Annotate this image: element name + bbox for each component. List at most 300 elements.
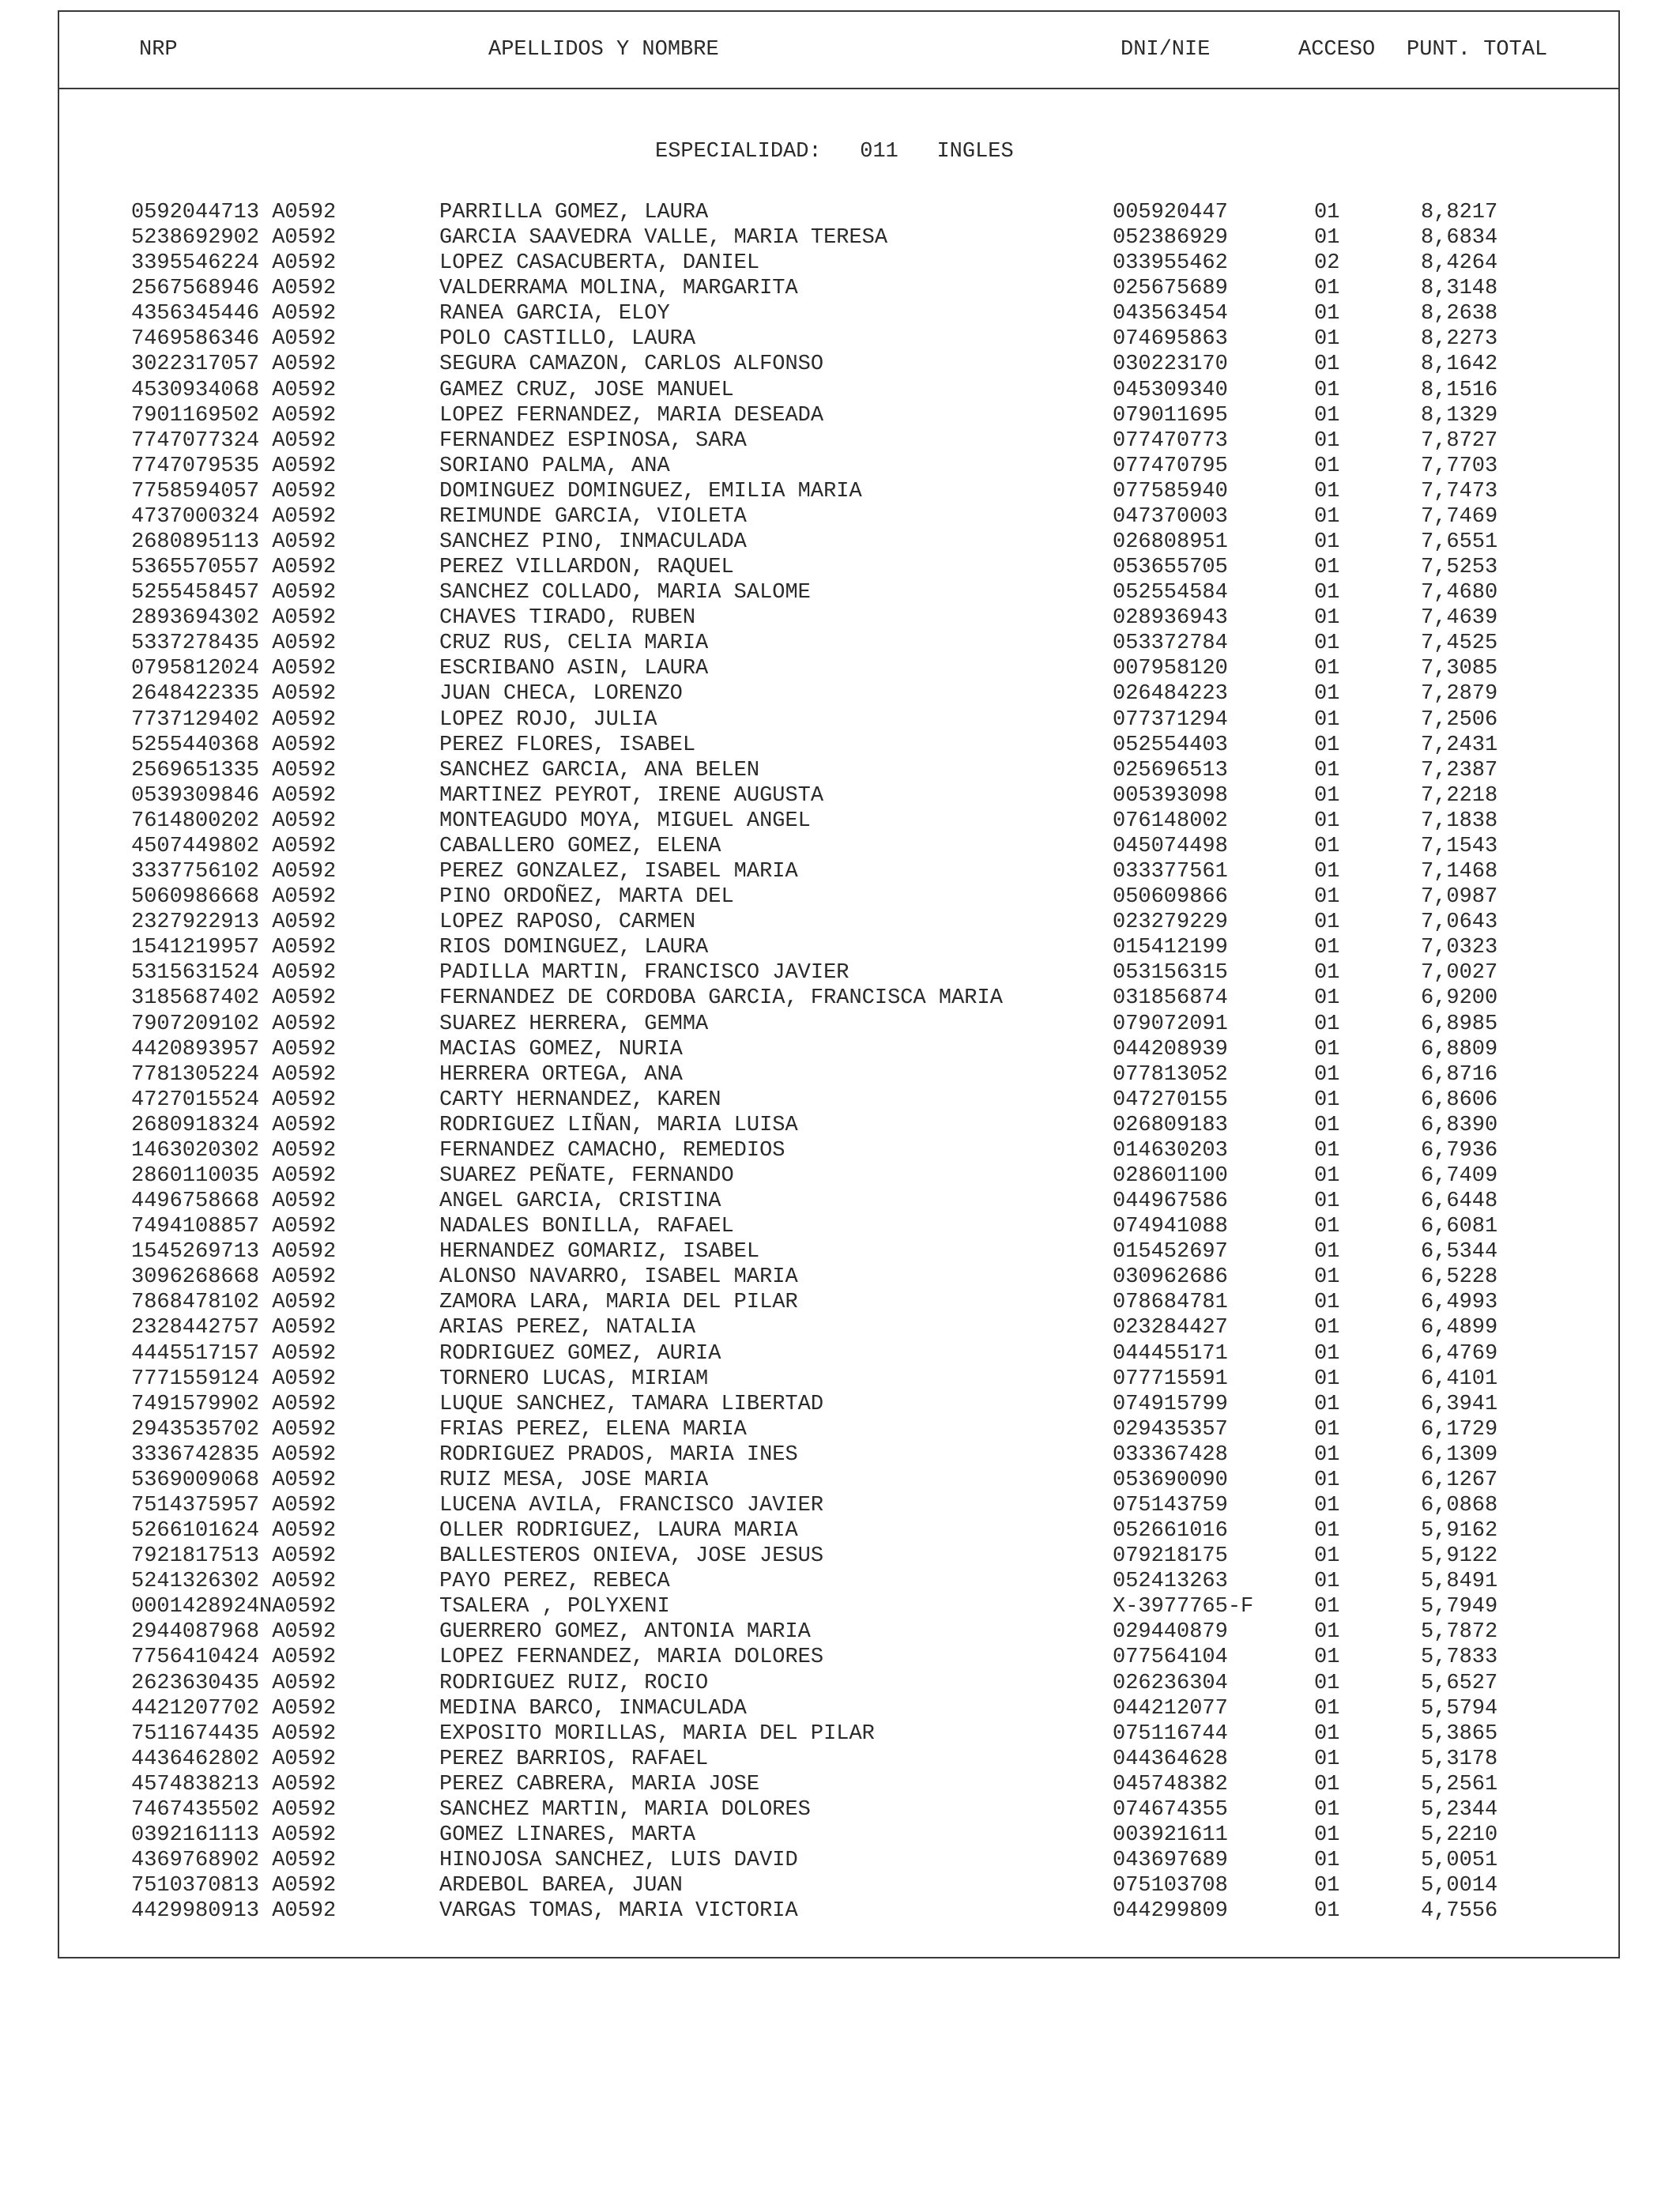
cell-dni: 079011695 <box>1113 403 1228 428</box>
cell-punt: 8,2273 <box>1421 327 1498 352</box>
specialty-name: INGLES <box>936 140 1014 164</box>
cell-dni: 074695863 <box>1113 327 1228 352</box>
cell-name: ALONSO NAVARRO, ISABEL MARIA <box>439 1265 798 1290</box>
table-row <box>59 277 1618 302</box>
table-row <box>59 936 1618 961</box>
cell-acceso: 01 <box>1314 504 1340 529</box>
cell-name: MARTINEZ PEYROT, IRENE AUGUSTA <box>439 783 824 808</box>
cell-name: ZAMORA LARA, MARIA DEL PILAR <box>439 1291 798 1315</box>
listing-frame <box>58 10 1620 1958</box>
cell-acceso: 01 <box>1314 1392 1340 1416</box>
cell-nrp: 5266101624 A0592 <box>131 1519 337 1544</box>
table-row <box>59 631 1618 657</box>
cell-punt: 8,1642 <box>1421 352 1498 377</box>
cell-nrp: 7467435502 A0592 <box>131 1797 337 1822</box>
cell-dni: 003921611 <box>1113 1823 1228 1847</box>
cell-name: SANCHEZ MARTIN, MARIA DOLORES <box>439 1797 811 1822</box>
cell-nrp: 7514375957 A0592 <box>131 1493 337 1517</box>
cell-dni: 075116744 <box>1113 1721 1228 1746</box>
cell-punt: 6,4101 <box>1421 1367 1498 1391</box>
cell-name: FRIAS PEREZ, ELENA MARIA <box>439 1417 747 1442</box>
cell-dni: 044364628 <box>1113 1747 1228 1771</box>
cell-nrp: 5060986668 A0592 <box>131 885 337 910</box>
cell-name: SANCHEZ PINO, INMACULADA <box>439 530 747 555</box>
cell-nrp: 4737000324 A0592 <box>131 504 337 529</box>
cell-name: SORIANO PALMA, ANA <box>439 454 670 478</box>
cell-punt: 7,2879 <box>1421 682 1498 707</box>
table-row <box>59 1240 1618 1265</box>
cell-dni: 044455171 <box>1113 1341 1228 1366</box>
cell-acceso: 01 <box>1314 1215 1340 1239</box>
cell-dni: 005920447 <box>1113 201 1228 224</box>
table-row <box>59 226 1618 251</box>
cell-nrp: 5369009068 A0592 <box>131 1468 337 1492</box>
cell-acceso: 01 <box>1314 961 1340 986</box>
cell-punt: 5,0014 <box>1421 1874 1498 1898</box>
candidate-list <box>59 201 1618 1924</box>
cell-dni: 078684781 <box>1113 1291 1228 1315</box>
cell-acceso: 01 <box>1314 910 1340 935</box>
cell-name: RIOS DOMINGUEZ, LAURA <box>439 936 709 960</box>
cell-punt: 5,0051 <box>1421 1849 1498 1873</box>
cell-punt: 5,7872 <box>1421 1620 1498 1645</box>
cell-dni: 030962686 <box>1113 1265 1228 1290</box>
cell-nrp: 7747077324 A0592 <box>131 428 337 453</box>
cell-acceso: 01 <box>1314 454 1340 478</box>
cell-name: LUQUE SANCHEZ, TAMARA LIBERTAD <box>439 1392 824 1416</box>
cell-name: PAYO PEREZ, REBECA <box>439 1570 670 1594</box>
cell-dni: 025696513 <box>1113 758 1228 782</box>
cell-acceso: 01 <box>1314 1899 1340 1924</box>
cell-nrp: 7771559124 A0592 <box>131 1367 337 1391</box>
cell-punt: 7,8727 <box>1421 428 1498 453</box>
cell-acceso: 01 <box>1314 606 1340 631</box>
cell-nrp: 7614800202 A0592 <box>131 809 337 833</box>
cell-nrp: 5365570557 A0592 <box>131 556 337 580</box>
cell-dni: 075103708 <box>1113 1874 1228 1898</box>
cell-punt: 8,2638 <box>1421 302 1498 326</box>
cell-nrp: 2648422335 A0592 <box>131 682 337 707</box>
cell-nrp: 1463020302 A0592 <box>131 1138 337 1163</box>
cell-dni: 074941088 <box>1113 1215 1228 1239</box>
cell-dni: 053372784 <box>1113 631 1228 656</box>
cell-acceso: 01 <box>1314 1544 1340 1569</box>
cell-dni: 026808951 <box>1113 530 1228 555</box>
cell-nrp: 2567568946 A0592 <box>131 277 337 301</box>
cell-name: EXPOSITO MORILLAS, MARIA DEL PILAR <box>439 1721 875 1746</box>
table-row <box>59 759 1618 784</box>
cell-acceso: 01 <box>1314 682 1340 707</box>
cell-dni: 026236304 <box>1113 1671 1228 1695</box>
cell-acceso: 01 <box>1314 1163 1340 1188</box>
cell-acceso: 01 <box>1314 352 1340 377</box>
cell-name: RODRIGUEZ PRADOS, MARIA INES <box>439 1442 798 1467</box>
cell-punt: 6,7936 <box>1421 1138 1498 1163</box>
cell-dni: 029440879 <box>1113 1620 1228 1645</box>
cell-punt: 5,2344 <box>1421 1797 1498 1822</box>
cell-dni: 077470773 <box>1113 428 1228 453</box>
cell-punt: 7,3085 <box>1421 657 1498 681</box>
cell-name: PEREZ FLORES, ISABEL <box>439 733 696 757</box>
cell-nrp: 4436462802 A0592 <box>131 1747 337 1771</box>
cell-punt: 6,1309 <box>1421 1442 1498 1467</box>
cell-punt: 7,0323 <box>1421 936 1498 960</box>
cell-acceso: 01 <box>1314 428 1340 453</box>
cell-punt: 5,3178 <box>1421 1747 1498 1771</box>
table-row <box>59 835 1618 860</box>
cell-punt: 5,2561 <box>1421 1772 1498 1796</box>
table-row <box>59 581 1618 606</box>
table-row <box>59 1722 1618 1747</box>
table-row <box>59 910 1618 936</box>
cell-dni: 029435357 <box>1113 1417 1228 1442</box>
cell-punt: 6,4993 <box>1421 1291 1498 1315</box>
cell-acceso: 01 <box>1314 1367 1340 1391</box>
cell-punt: 8,1329 <box>1421 403 1498 428</box>
table-row <box>59 885 1618 910</box>
cell-nrp: 2860110035 A0592 <box>131 1163 337 1188</box>
cell-nrp: 2680918324 A0592 <box>131 1113 337 1137</box>
cell-acceso: 01 <box>1314 1012 1340 1036</box>
cell-name: TORNERO LUCAS, MIRIAM <box>439 1367 709 1391</box>
cell-punt: 5,2210 <box>1421 1823 1498 1847</box>
cell-dni: 043697689 <box>1113 1849 1228 1873</box>
table-row <box>59 1494 1618 1519</box>
cell-dni: 005393098 <box>1113 783 1228 808</box>
cell-name: FERNANDEZ CAMACHO, REMEDIOS <box>439 1138 785 1163</box>
cell-name: VALDERRAMA MOLINA, MARGARITA <box>439 277 798 301</box>
specialty-label: ESPECIALIDAD: <box>655 140 822 164</box>
table-row <box>59 1646 1618 1671</box>
cell-acceso: 02 <box>1314 251 1340 276</box>
cell-nrp: 7469586346 A0592 <box>131 327 337 352</box>
cell-acceso: 01 <box>1314 1721 1340 1746</box>
cell-nrp: 3096268668 A0592 <box>131 1265 337 1290</box>
table-row <box>59 1849 1618 1874</box>
table-row <box>59 1773 1618 1798</box>
table-row <box>59 657 1618 682</box>
cell-acceso: 01 <box>1314 1493 1340 1517</box>
cell-name: GAMEZ CRUZ, JOSE MANUEL <box>439 378 734 402</box>
cell-punt: 6,6448 <box>1421 1189 1498 1214</box>
cell-acceso: 01 <box>1314 834 1340 858</box>
cell-punt: 6,5228 <box>1421 1265 1498 1290</box>
cell-punt: 6,8985 <box>1421 1012 1498 1036</box>
cell-name: CRUZ RUS, CELIA MARIA <box>439 631 709 656</box>
cell-nrp: 4496758668 A0592 <box>131 1189 337 1214</box>
cell-punt: 4,7556 <box>1421 1899 1498 1924</box>
table-row <box>59 1367 1618 1393</box>
table-row <box>59 1265 1618 1291</box>
table-row <box>59 1874 1618 1899</box>
cell-acceso: 01 <box>1314 530 1340 555</box>
table-row <box>59 1620 1618 1646</box>
cell-acceso: 01 <box>1314 860 1340 884</box>
cell-dni: 023284427 <box>1113 1316 1228 1340</box>
cell-name: HINOJOSA SANCHEZ, LUIS DAVID <box>439 1849 798 1873</box>
cell-nrp: 2893694302 A0592 <box>131 606 337 631</box>
cell-dni: 052386929 <box>1113 226 1228 251</box>
cell-nrp: 5255440368 A0592 <box>131 733 337 757</box>
cell-acceso: 01 <box>1314 733 1340 757</box>
cell-dni: 053156315 <box>1113 961 1228 986</box>
cell-name: REIMUNDE GARCIA, VIOLETA <box>439 504 747 529</box>
cell-punt: 7,7469 <box>1421 504 1498 529</box>
cell-nrp: 7737129402 A0592 <box>131 707 337 732</box>
table-row <box>59 733 1618 759</box>
cell-name: RODRIGUEZ LIÑAN, MARIA LUISA <box>439 1113 798 1137</box>
cell-acceso: 01 <box>1314 1341 1340 1366</box>
cell-nrp: 2944087968 A0592 <box>131 1620 337 1645</box>
specialty-code: 011 <box>860 140 898 164</box>
cell-name: CARTY HERNANDEZ, KAREN <box>439 1088 721 1112</box>
cell-acceso: 01 <box>1314 378 1340 402</box>
cell-nrp: 7907209102 A0592 <box>131 1012 337 1036</box>
cell-name: LOPEZ FERNANDEZ, MARIA DESEADA <box>439 403 824 428</box>
cell-name: LOPEZ CASACUBERTA, DANIEL <box>439 251 760 276</box>
cell-dni: 015412199 <box>1113 936 1228 960</box>
cell-nrp: 0795812024 A0592 <box>131 657 337 681</box>
cell-nrp: 5255458457 A0592 <box>131 581 337 605</box>
table-row <box>59 1697 1618 1722</box>
cell-acceso: 01 <box>1314 1113 1340 1137</box>
cell-name: MONTEAGUDO MOYA, MIGUEL ANGEL <box>439 809 811 833</box>
cell-acceso: 01 <box>1314 657 1340 681</box>
table-row <box>59 986 1618 1012</box>
cell-dni: 033955462 <box>1113 251 1228 276</box>
cell-nrp: 7921817513 A0592 <box>131 1544 337 1569</box>
cell-dni: 015452697 <box>1113 1240 1228 1265</box>
cell-dni: 077813052 <box>1113 1062 1228 1087</box>
cell-dni: 075143759 <box>1113 1493 1228 1517</box>
table-row <box>59 480 1618 505</box>
table-row <box>59 860 1618 885</box>
cell-punt: 5,5794 <box>1421 1696 1498 1721</box>
cell-acceso: 01 <box>1314 556 1340 580</box>
cell-nrp: 4421207702 A0592 <box>131 1696 337 1721</box>
table-row <box>59 682 1618 707</box>
cell-name: LOPEZ FERNANDEZ, MARIA DOLORES <box>439 1646 824 1670</box>
cell-nrp: 3022317057 A0592 <box>131 352 337 377</box>
cell-dni: 052661016 <box>1113 1519 1228 1544</box>
cell-punt: 5,3865 <box>1421 1721 1498 1746</box>
table-row <box>59 1823 1618 1849</box>
cell-name: HERNANDEZ GOMARIZ, ISABEL <box>439 1240 760 1265</box>
cell-name: TSALERA , POLYXENI <box>439 1595 670 1619</box>
cell-punt: 6,3941 <box>1421 1392 1498 1416</box>
cell-nrp: 3185687402 A0592 <box>131 986 337 1011</box>
table-row <box>59 251 1618 277</box>
cell-dni: 007958120 <box>1113 657 1228 681</box>
cell-dni: 050609866 <box>1113 885 1228 910</box>
cell-punt: 6,0868 <box>1421 1493 1498 1517</box>
cell-punt: 7,4525 <box>1421 631 1498 656</box>
cell-nrp: 4420893957 A0592 <box>131 1037 337 1061</box>
cell-dni: 044967586 <box>1113 1189 1228 1214</box>
table-row <box>59 961 1618 986</box>
cell-acceso: 01 <box>1314 327 1340 352</box>
cell-punt: 5,7833 <box>1421 1646 1498 1670</box>
cell-acceso: 01 <box>1314 783 1340 808</box>
cell-dni: 033377561 <box>1113 860 1228 884</box>
cell-acceso: 01 <box>1314 479 1340 503</box>
cell-nrp: 3395546224 A0592 <box>131 251 337 276</box>
cell-nrp: 4369768902 A0592 <box>131 1849 337 1873</box>
cell-punt: 7,0027 <box>1421 961 1498 986</box>
cell-name: VARGAS TOMAS, MARIA VICTORIA <box>439 1899 798 1924</box>
cell-nrp: 2623630435 A0592 <box>131 1671 337 1695</box>
table-row <box>59 784 1618 809</box>
table-row <box>59 327 1618 352</box>
cell-name: LOPEZ ROJO, JULIA <box>439 707 657 732</box>
cell-nrp: 2328442757 A0592 <box>131 1316 337 1340</box>
cell-dni: X-3977765-F <box>1113 1595 1254 1619</box>
cell-acceso: 01 <box>1314 1671 1340 1695</box>
cell-punt: 6,8809 <box>1421 1037 1498 1061</box>
cell-nrp: 7491579902 A0592 <box>131 1392 337 1416</box>
table-row <box>59 606 1618 631</box>
table-row <box>59 1164 1618 1189</box>
column-header-row <box>59 12 1618 89</box>
cell-acceso: 01 <box>1314 1823 1340 1847</box>
cell-dni: 079072091 <box>1113 1012 1228 1036</box>
cell-dni: 077371294 <box>1113 707 1228 732</box>
cell-punt: 6,1729 <box>1421 1417 1498 1442</box>
cell-dni: 074674355 <box>1113 1797 1228 1822</box>
table-row <box>59 1544 1618 1570</box>
cell-punt: 5,7949 <box>1421 1595 1498 1619</box>
cell-dni: 030223170 <box>1113 352 1228 377</box>
table-row <box>59 1012 1618 1038</box>
cell-name: RUIZ MESA, JOSE MARIA <box>439 1468 709 1492</box>
cell-punt: 6,9200 <box>1421 986 1498 1011</box>
cell-dni: 047370003 <box>1113 504 1228 529</box>
cell-nrp: 4429980913 A0592 <box>131 1899 337 1924</box>
cell-dni: 045074498 <box>1113 834 1228 858</box>
cell-acceso: 01 <box>1314 1696 1340 1721</box>
cell-name: HERRERA ORTEGA, ANA <box>439 1062 683 1087</box>
cell-nrp: 7901169502 A0592 <box>131 403 337 428</box>
table-row <box>59 1747 1618 1773</box>
cell-punt: 7,6551 <box>1421 530 1498 555</box>
cell-dni: 044299809 <box>1113 1899 1228 1924</box>
cell-acceso: 01 <box>1314 1062 1340 1087</box>
specialty-heading <box>655 140 1014 164</box>
cell-name: SUAREZ PEÑATE, FERNANDO <box>439 1163 734 1188</box>
table-row <box>59 201 1618 226</box>
cell-punt: 7,2506 <box>1421 707 1498 732</box>
cell-dni: 044208939 <box>1113 1037 1228 1061</box>
cell-dni: 053690090 <box>1113 1468 1228 1492</box>
cell-dni: 026484223 <box>1113 682 1228 707</box>
cell-punt: 8,1516 <box>1421 378 1498 402</box>
table-row <box>59 1443 1618 1468</box>
cell-name: SANCHEZ COLLADO, MARIA SALOME <box>439 581 811 605</box>
cell-acceso: 01 <box>1314 201 1340 224</box>
cell-dni: 028601100 <box>1113 1163 1228 1188</box>
cell-nrp: 0539309846 A0592 <box>131 783 337 808</box>
cell-nrp: 4356345446 A0592 <box>131 302 337 326</box>
cell-acceso: 01 <box>1314 302 1340 326</box>
cell-nrp: 2327922913 A0592 <box>131 910 337 935</box>
cell-acceso: 01 <box>1314 707 1340 732</box>
cell-dni: 044212077 <box>1113 1696 1228 1721</box>
cell-dni: 045309340 <box>1113 378 1228 402</box>
cell-nrp: 0392161113 A0592 <box>131 1823 337 1847</box>
cell-name: RODRIGUEZ RUIZ, ROCIO <box>439 1671 709 1695</box>
cell-nrp: 7511674435 A0592 <box>131 1721 337 1746</box>
cell-punt: 7,2387 <box>1421 758 1498 782</box>
table-row <box>59 530 1618 556</box>
cell-acceso: 01 <box>1314 1646 1340 1670</box>
cell-name: PADILLA MARTIN, FRANCISCO JAVIER <box>439 961 849 986</box>
cell-acceso: 01 <box>1314 809 1340 833</box>
table-row <box>59 1114 1618 1139</box>
cell-name: ARIAS PEREZ, NATALIA <box>439 1316 696 1340</box>
cell-name: PEREZ CABRERA, MARIA JOSE <box>439 1772 760 1796</box>
cell-acceso: 01 <box>1314 581 1340 605</box>
cell-acceso: 01 <box>1314 1519 1340 1544</box>
cell-dni: 052413263 <box>1113 1570 1228 1594</box>
cell-acceso: 01 <box>1314 758 1340 782</box>
cell-name: MACIAS GOMEZ, NURIA <box>439 1037 683 1061</box>
cell-punt: 6,7409 <box>1421 1163 1498 1188</box>
table-row <box>59 1215 1618 1240</box>
cell-punt: 8,6834 <box>1421 226 1498 251</box>
cell-nrp: 3336742835 A0592 <box>131 1442 337 1467</box>
cell-nrp: 2943535702 A0592 <box>131 1417 337 1442</box>
table-row <box>59 1189 1618 1215</box>
cell-acceso: 01 <box>1314 885 1340 910</box>
cell-name: PINO ORDOÑEZ, MARTA DEL <box>439 885 734 910</box>
table-row <box>59 505 1618 530</box>
cell-name: RANEA GARCIA, ELOY <box>439 302 670 326</box>
cell-name: RODRIGUEZ GOMEZ, AURIA <box>439 1341 721 1366</box>
cell-punt: 5,6527 <box>1421 1671 1498 1695</box>
cell-dni: 076148002 <box>1113 809 1228 833</box>
cell-nrp: 2569651335 A0592 <box>131 758 337 782</box>
cell-acceso: 01 <box>1314 1037 1340 1061</box>
cell-acceso: 01 <box>1314 1468 1340 1492</box>
cell-nrp: 4445517157 A0592 <box>131 1341 337 1366</box>
cell-acceso: 01 <box>1314 1240 1340 1265</box>
cell-punt: 5,8491 <box>1421 1570 1498 1594</box>
table-row <box>59 1393 1618 1418</box>
header-dni: DNI/NIE <box>1121 38 1211 62</box>
cell-dni: 031856874 <box>1113 986 1228 1011</box>
cell-nrp: 0001428924NA0592 <box>131 1595 337 1619</box>
cell-punt: 6,8390 <box>1421 1113 1498 1137</box>
table-row <box>59 1595 1618 1620</box>
cell-name: FERNANDEZ ESPINOSA, SARA <box>439 428 747 453</box>
cell-punt: 7,2218 <box>1421 783 1498 808</box>
cell-dni: 047270155 <box>1113 1088 1228 1112</box>
cell-dni: 028936943 <box>1113 606 1228 631</box>
cell-name: PEREZ BARRIOS, RAFAEL <box>439 1747 709 1771</box>
cell-acceso: 01 <box>1314 1849 1340 1873</box>
cell-dni: 077585940 <box>1113 479 1228 503</box>
cell-acceso: 01 <box>1314 986 1340 1011</box>
cell-punt: 6,4899 <box>1421 1316 1498 1340</box>
cell-name: NADALES BONILLA, RAFAEL <box>439 1215 734 1239</box>
table-row <box>59 302 1618 327</box>
cell-nrp: 5238692902 A0592 <box>131 226 337 251</box>
cell-name: OLLER RODRIGUEZ, LAURA MARIA <box>439 1519 798 1544</box>
cell-name: LUCENA AVILA, FRANCISCO JAVIER <box>439 1493 824 1517</box>
cell-name: PEREZ GONZALEZ, ISABEL MARIA <box>439 860 798 884</box>
cell-name: ESCRIBANO ASIN, LAURA <box>439 657 709 681</box>
cell-punt: 8,3148 <box>1421 277 1498 301</box>
